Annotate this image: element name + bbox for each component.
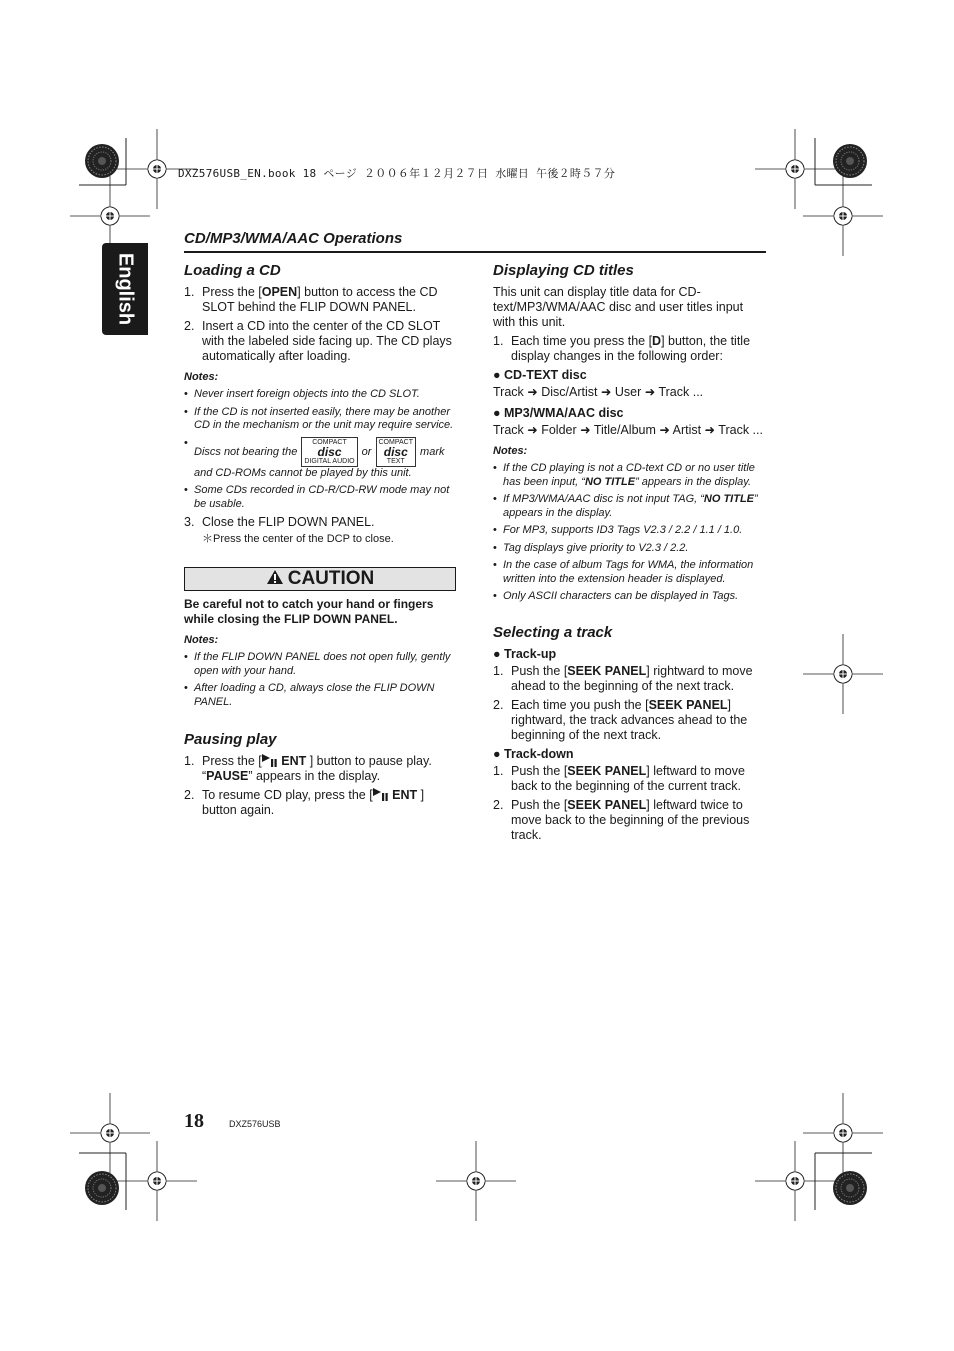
track-up-step-1: 1. Push the [SEEK PANEL] rightward to move ahead to the beginning of the next track. — [493, 663, 753, 693]
caution-notes — [184, 651, 456, 709]
mp3-heading: ● MP3/WMA/AAC disc — [493, 406, 624, 420]
page-number: 18 — [184, 1110, 204, 1132]
d-key: D — [652, 334, 662, 348]
track-down-heading: ● Track-down — [493, 746, 574, 761]
compact-disc-text-logo: COMPACT disc TEXT — [376, 437, 416, 467]
displaying-notes — [493, 462, 768, 604]
print-header: DXZ576USB_EN.book 18 ページ ２００６年１２月２７日 水曜日 午後２時５７分 — [178, 167, 616, 180]
loading-step-2: 2. Insert a CD into the center of the CD SLOT with the labeled side facing up. The CD plays automatically after loading. — [184, 319, 452, 363]
mp3-flow: Track ➜ Folder ➜ Title/Album ➜ Artist ➜ Track ... — [493, 423, 763, 437]
cdtext-heading: ● CD-TEXT disc — [493, 368, 587, 382]
loading-step-3: 3. Close the FLIP DOWN PANEL. — [184, 515, 375, 529]
pausing-step-2: 2. To resume CD play, press the [ ENT ] button again. — [184, 788, 425, 817]
track-up-heading: ● Track-up — [493, 646, 557, 661]
section-title: CD/MP3/WMA/AAC Operations — [184, 230, 403, 247]
loading-note-1: • Never insert foreign objects into the CD SLOT. — [184, 388, 420, 400]
caution-note-2: • After loading a CD, always close the FLIP DOWN PANEL. — [184, 682, 435, 708]
left-column — [184, 262, 456, 822]
track-down-step-1: 1. Push the [SEEK PANEL] leftward to move back to the beginning of the current track. — [493, 763, 745, 793]
language-tab — [102, 243, 148, 335]
loading-note-3: • Discs not bearing the COMPACT disc DIGITAL AUDIO or COMPACT disc TEXT mark and CD-ROMs cannot be played by this unit. — [184, 436, 445, 479]
loading-heading: Loading a CD — [184, 262, 281, 279]
displaying-note-2: • If MP3/WMA/AAC disc is not input TAG, “NO TITLE” appears in the display. — [493, 493, 758, 519]
pausing-heading: Pausing play — [184, 731, 277, 748]
right-column — [493, 262, 768, 847]
compact-disc-digital-audio-logo: COMPACT disc DIGITAL AUDIO — [301, 437, 357, 467]
loading-step-1: 1. Press the [OPEN] button to access the CD SLOT behind the FLIP DOWN PANEL. — [184, 285, 438, 314]
language-tab-label: English — [114, 252, 137, 326]
open-key: OPEN — [261, 285, 298, 299]
displaying-intro: This unit can display title data for CD-text/MP3/WMA/AAC disc and user titles input with this unit. — [493, 285, 744, 329]
warning-icon — [266, 569, 284, 585]
pausing-steps — [184, 754, 456, 818]
track-down-step-2: 2. Push the [SEEK PANEL] leftward twice to move back to the beginning of the previous track. — [493, 797, 750, 842]
loading-note-2: • If the CD is not inserted easily, there may be another CD in the mechanism or the unit may require service. — [184, 405, 454, 431]
displaying-heading: Displaying CD titles — [493, 262, 634, 279]
loading-note-4: • Some CDs recorded in CD-R/CD-RW mode may not be usable. — [184, 484, 450, 510]
pausing-step-1: 1. Press the [ ENT ] button to pause play. “PAUSE” appears in the display. — [184, 754, 432, 783]
displaying-note-5: • In the case of album Tags for WMA, the information written into the extension header is displayed. — [493, 559, 754, 585]
displaying-notes-heading: Notes: — [493, 445, 528, 457]
displaying-steps — [493, 334, 768, 364]
ent-key: ENT — [392, 788, 418, 802]
caution-box — [184, 567, 456, 591]
displaying-note-3: • For MP3, supports ID3 Tags V2.3 / 2.2 / 1.1 / 1.0. — [493, 524, 743, 536]
section-rule — [184, 251, 766, 253]
cdtext-flow: Track ➜ Disc/Artist ➜ User ➜ Track ... — [493, 385, 704, 399]
displaying-step-1: 1. Each time you press the [D] button, the title display changes in the following order: — [493, 334, 751, 363]
loading-step-3-subnote: ＊Press the center of the DCP to close. — [202, 533, 394, 545]
displaying-note-4: • Tag displays give priority to V2.3 / 2.2. — [493, 541, 689, 554]
caution-notes-heading: Notes: — [184, 634, 219, 646]
loading-notes — [184, 388, 456, 511]
track-down-steps — [493, 764, 768, 843]
displaying-note-1: • If the CD playing is not a CD-text CD or no user title has been input, “NO TITLE” appears in the display. — [493, 462, 755, 488]
model-footer: DXZ576USB — [229, 1119, 281, 1129]
caution-label: CAUTION — [287, 568, 375, 589]
play-pause-icon — [373, 788, 389, 801]
ent-key: ENT — [281, 754, 307, 768]
play-pause-icon — [262, 754, 278, 767]
caution-note-1: • If the FLIP DOWN PANEL does not open fully, gently open with your hand. — [184, 651, 451, 677]
pause-word: PAUSE — [206, 769, 249, 783]
displaying-note-6: • Only ASCII characters can be displayed in Tags. — [493, 590, 739, 602]
loading-steps-cont — [184, 515, 456, 530]
loading-steps — [184, 285, 456, 364]
track-up-step-2: 2. Each time you push the [SEEK PANEL] rightward, the track advances ahead to the beginning of the next track. — [493, 697, 748, 742]
track-up-steps — [493, 664, 768, 743]
caution-text: Be careful not to catch your hand or fingers while closing the FLIP DOWN PANEL. — [184, 597, 434, 626]
selecting-heading: Selecting a track — [493, 623, 613, 641]
loading-notes-heading: Notes: — [184, 371, 219, 383]
